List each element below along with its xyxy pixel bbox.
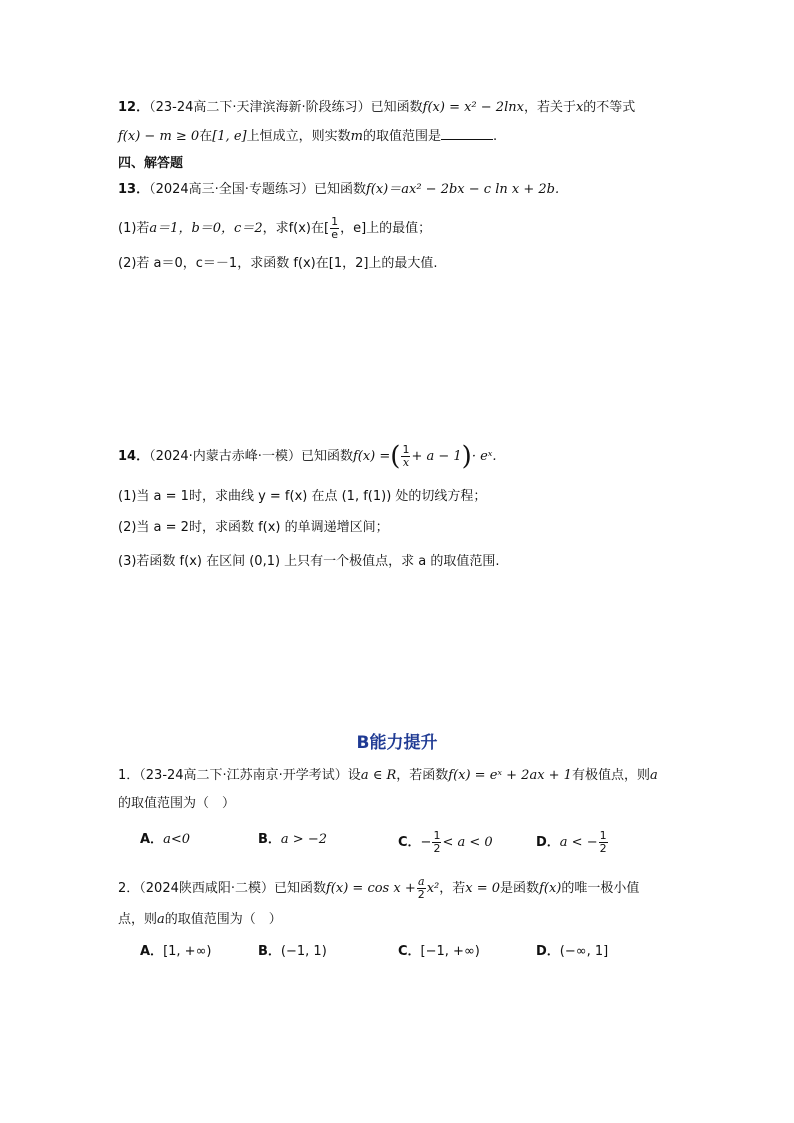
b1-option-b[interactable] (258, 830, 327, 850)
q12-var-m: m (350, 129, 363, 144)
fraction-numerator: 1 (402, 443, 410, 456)
option-fraction (599, 830, 608, 855)
b2-fraction (417, 876, 426, 901)
b1-line2: 的取值范围为（ ） (118, 796, 236, 811)
q12-text: ，若关于 (523, 100, 576, 115)
q12-function: f(x) = x² − 2lnx (422, 100, 524, 115)
option-text: (−1, 1) (280, 944, 327, 959)
q12-source: （23-24高二下·天津滨海新·阶段练习） (149, 100, 371, 115)
q12-answer-blank[interactable] (441, 127, 493, 140)
q12-line2 (118, 127, 497, 147)
q13-part2: (2)若 a＝0，c＝－1，求函数 f(x)在[1，2]上的最大值. (118, 256, 438, 271)
b1-option-d[interactable] (536, 830, 609, 855)
b1-option-a[interactable] (140, 830, 190, 850)
option-text: − (420, 835, 432, 850)
q12-text: 在 (199, 129, 213, 144)
q14-function: · eˣ. (471, 449, 497, 464)
b1-function: f(x) = eˣ + 2ax + 1 (448, 768, 572, 783)
q14-function: + a − 1 (411, 449, 462, 464)
left-paren: ( (390, 441, 401, 472)
b2-text: 2．（2024陕西咸阳·二模）已知函数 (118, 881, 326, 896)
q12-var-x: x (575, 100, 584, 115)
q14-part3: (3)若函数 f(x) 在区间 (0,1) 上只有一个极值点，求 a 的取值范围. (118, 554, 500, 569)
option-label: A． (140, 832, 164, 847)
b2-text: ，若 (439, 881, 466, 896)
b2-line2 (118, 910, 282, 930)
b1-text: 1．（23-24高二下·江苏南京·开学考试）设 (118, 768, 361, 783)
b2-function: x² (426, 881, 440, 896)
b1-text: 有极值点，则 (571, 768, 650, 783)
fraction-denominator: 2 (433, 842, 441, 855)
fraction-numerator: 1 (433, 829, 441, 842)
q13-source: （2024高三·全国·专题练习） (149, 182, 314, 197)
option-text: [−1, +∞) (420, 944, 480, 959)
section-heading-answers: 四、解答题 (118, 156, 184, 171)
fraction-denominator: 2 (417, 888, 425, 901)
right-paren: ) (461, 441, 472, 472)
fraction-denominator: 2 (599, 842, 607, 855)
option-label: D． (536, 944, 560, 959)
q13-part1 (118, 216, 431, 241)
option-label: C． (398, 835, 421, 850)
q12-text: . (492, 129, 498, 144)
b1-condition: a ∈ R (360, 768, 397, 783)
b2-text: 是函数 (500, 881, 540, 896)
section-title-b: B能力提升 (356, 733, 438, 753)
option-text: a < − (559, 835, 598, 850)
option-text: (−∞, 1] (559, 944, 609, 959)
q13-text: ，e]上的最值； (340, 221, 432, 236)
q14-number: 14． (118, 449, 150, 464)
b2-text: 的唯一极小值 (561, 881, 640, 896)
b2-line1 (118, 876, 639, 901)
b2-condition: x = 0 (465, 881, 501, 896)
b1-line1 (118, 766, 658, 786)
option-label: C． (398, 944, 421, 959)
b2-text: 点，则 (118, 912, 158, 927)
q12-inequality: f(x) − m ≥ 0 (118, 129, 200, 144)
q13-number: 13． (118, 182, 150, 197)
q13-function: f(x)＝ax² − 2bx − c ln x + 2b. (365, 182, 560, 197)
option-text: < a < 0 (442, 835, 493, 850)
b2-option-d[interactable] (536, 942, 608, 962)
fraction-numerator: 1 (331, 215, 339, 228)
option-text: a<0 (163, 832, 190, 847)
q14-text: 已知函数 (300, 449, 353, 464)
option-label: A． (140, 944, 164, 959)
q14-part2: (2)当 a = 2时，求函数 f(x) 的单调递增区间； (118, 520, 389, 535)
fraction-denominator: x (402, 456, 410, 469)
b1-text: ，若函数 (396, 768, 449, 783)
q13-text: (1)若 (118, 221, 150, 236)
option-text: a > −2 (280, 832, 327, 847)
q14-part1: (1)当 a = 1时，求曲线 y = f(x) 在点 (1, f(1)) 处的切线方程； (118, 489, 487, 504)
fraction-numerator: a (417, 875, 425, 888)
b2-function: f(x) = cos x + (326, 881, 416, 896)
b1-option-c[interactable] (398, 830, 493, 855)
q13-condition: a＝1，b＝0，c＝2 (149, 221, 263, 236)
q14-line1 (118, 441, 497, 472)
q12-number: 12． (118, 100, 150, 115)
q14-fraction (401, 444, 410, 469)
option-text: [1, +∞) (163, 944, 212, 959)
b1-var: a (649, 768, 658, 783)
b2-var: a (157, 912, 165, 927)
b2-option-b[interactable] (258, 942, 327, 962)
q12-text: 的不等式 (583, 100, 636, 115)
q13-text: ，求f(x)在[ (262, 221, 330, 236)
option-fraction (432, 830, 441, 855)
q13-text: 已知函数 (313, 182, 366, 197)
q12-text: 的取值范围是 (362, 129, 441, 144)
q12-interval: [1, e] (212, 129, 247, 144)
b2-text: 的取值范围为（ ） (164, 912, 282, 927)
b2-option-a[interactable] (140, 942, 211, 962)
fraction-numerator: 1 (599, 829, 607, 842)
q14-function: f(x) = (352, 449, 391, 464)
b2-option-c[interactable] (398, 942, 480, 962)
fraction-denominator: e (331, 228, 338, 241)
q13-line1 (118, 180, 559, 200)
option-label: B． (258, 832, 281, 847)
option-label: D． (536, 835, 560, 850)
q13-fraction (330, 216, 339, 241)
q14-source: （2024·内蒙古赤峰·一模） (149, 449, 301, 464)
q12-text: 上恒成立，则实数 (246, 129, 351, 144)
q12-text: 已知函数 (370, 100, 423, 115)
option-label: B． (258, 944, 281, 959)
b2-function: f(x) (539, 881, 562, 896)
q12-line1 (118, 98, 635, 118)
